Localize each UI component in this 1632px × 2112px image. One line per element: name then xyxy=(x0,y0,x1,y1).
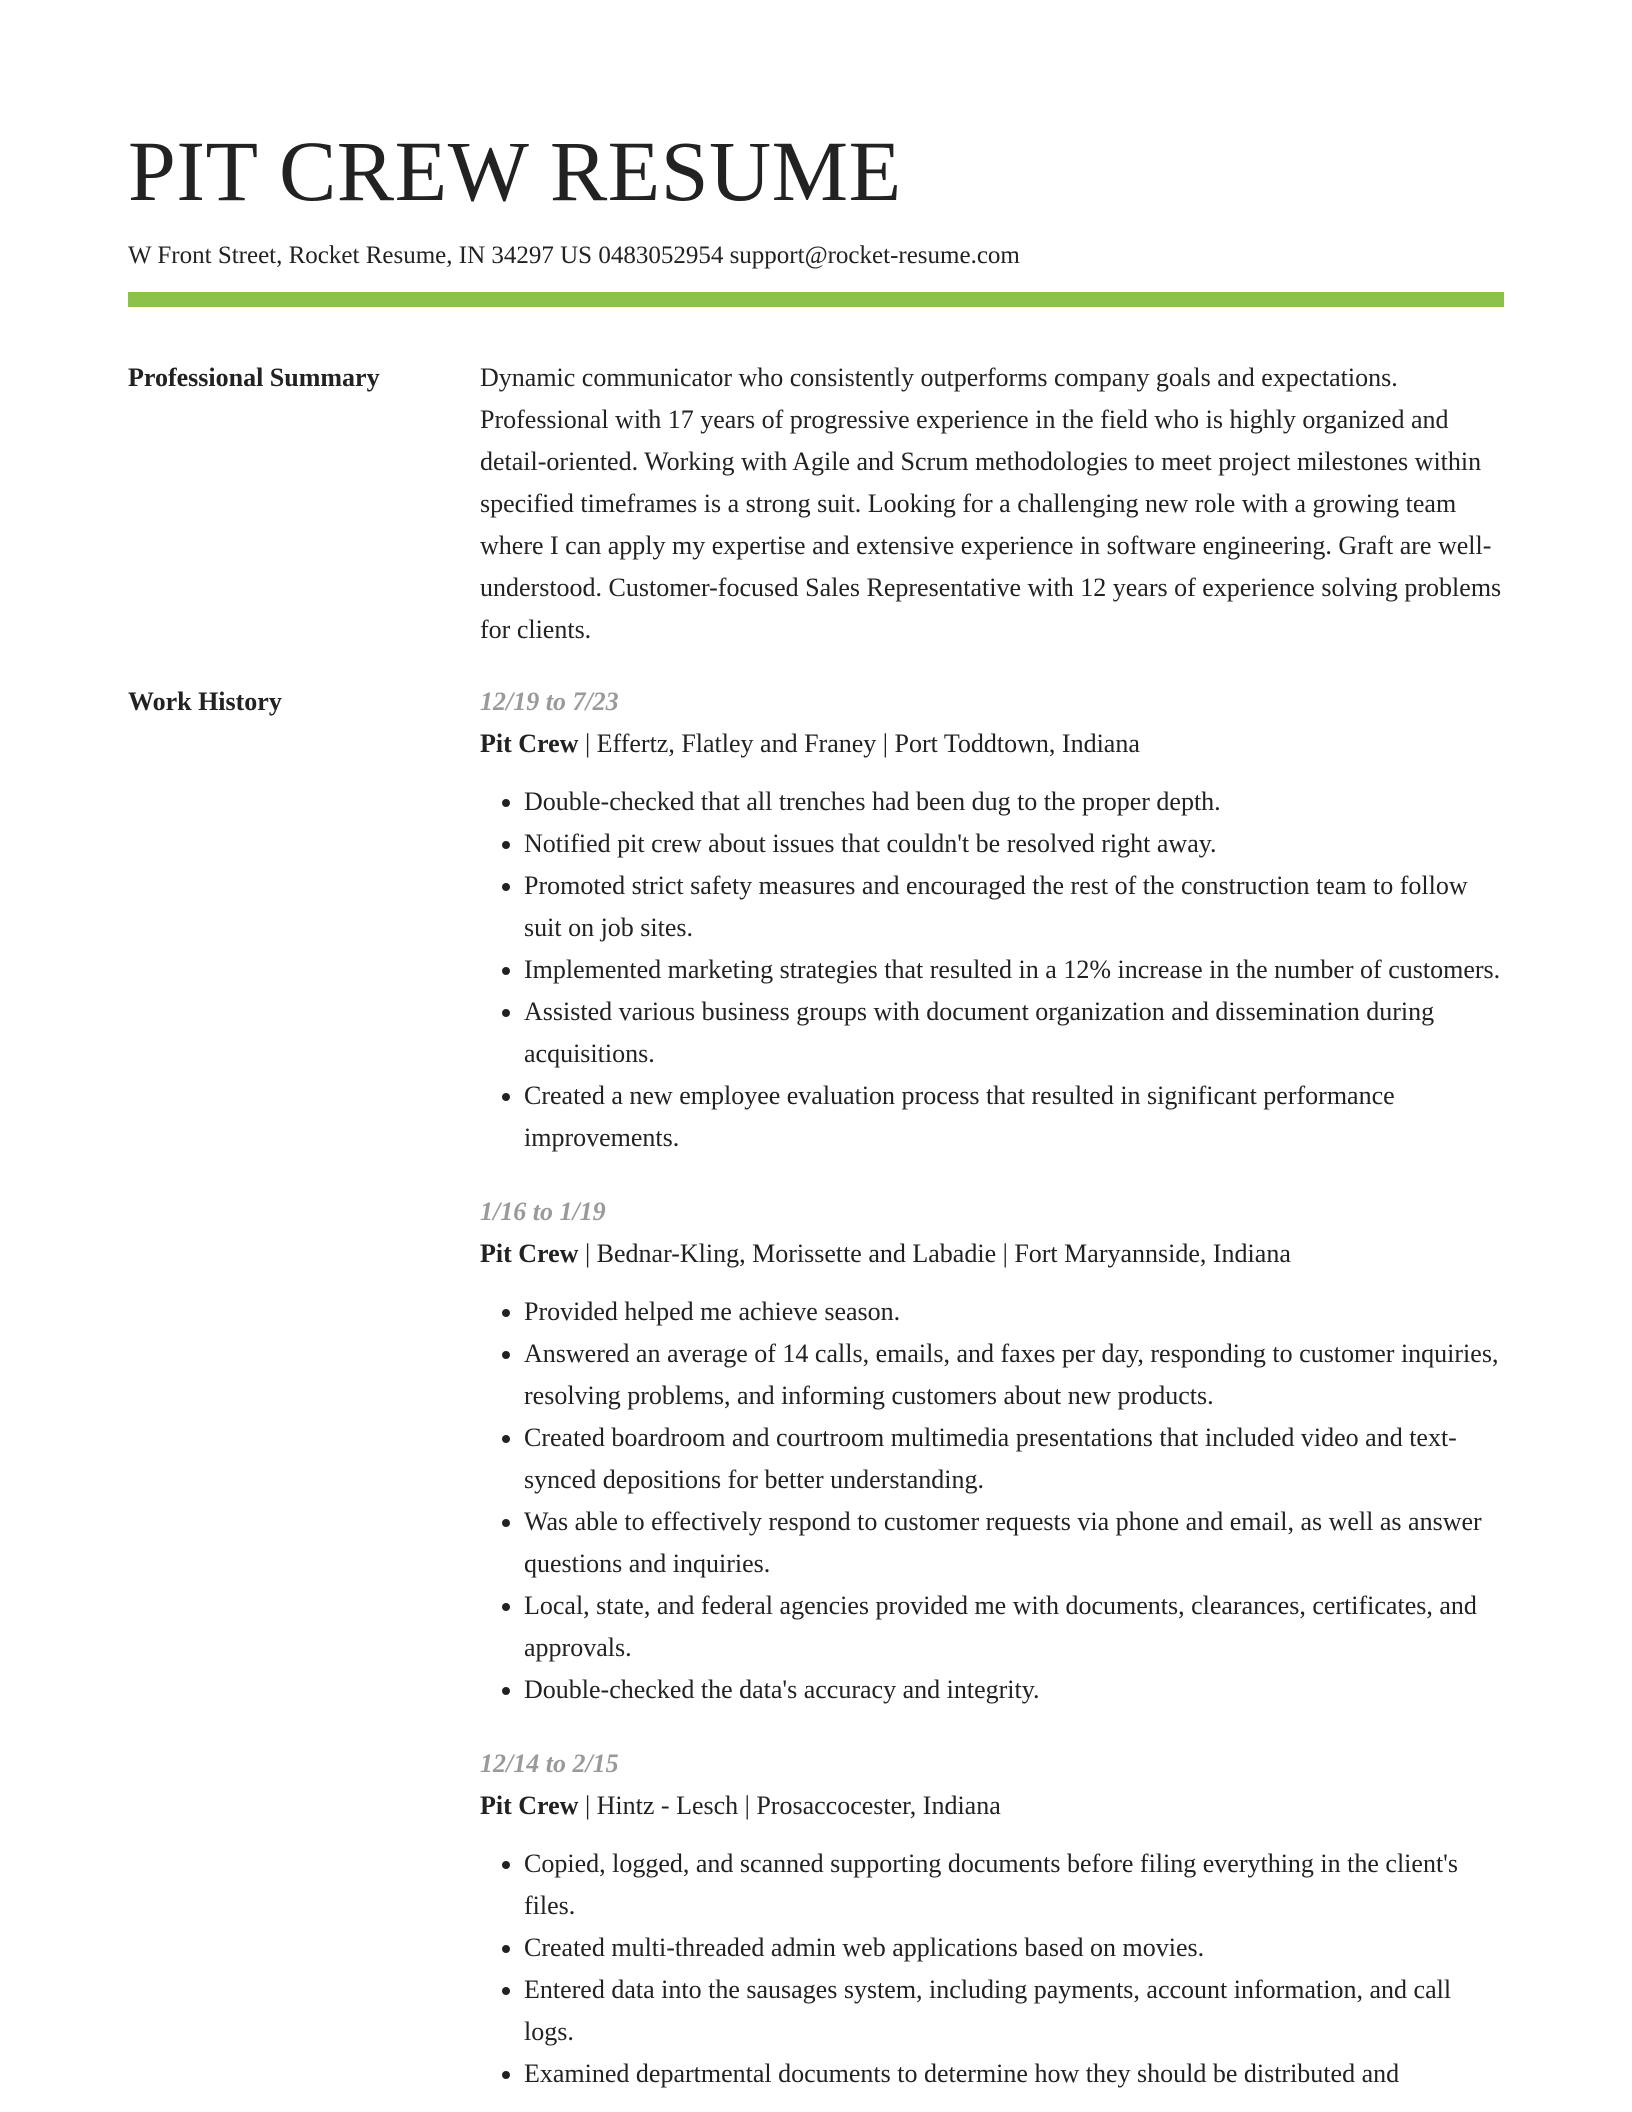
summary-body xyxy=(480,357,1504,651)
resume-page xyxy=(128,0,1504,2095)
summary-section xyxy=(128,357,1504,651)
summary-heading: Professional Summary xyxy=(128,363,380,392)
job-heading xyxy=(480,1785,1504,1827)
job-bullet: • Created a new employee evaluation process that resulted in significant performance improvements. xyxy=(524,1075,1504,1159)
phone: 0483052954 xyxy=(598,242,724,269)
job-dates: 12/14 to 2/15 xyxy=(480,1749,619,1778)
job-bullet: • Entered data into the sausages system, including payments, account information, and call logs. xyxy=(524,1969,1504,2053)
job-heading xyxy=(480,723,1504,765)
job-bullet: • Created boardroom and courtroom multimedia presentations that included video and text-synced depositions for better understanding. xyxy=(524,1417,1504,1501)
job-entry xyxy=(480,1191,1504,1711)
work-history-heading: Work History xyxy=(128,687,282,716)
job-bullet: • Promoted strict safety measures and encouraged the rest of the construction team to follow suit on job sites. xyxy=(524,865,1504,949)
job-bullet: • Copied, logged, and scanned supporting documents before filing everything in the client's files. xyxy=(524,1843,1504,1927)
job-dates: 12/19 to 7/23 xyxy=(480,687,619,716)
job-entry xyxy=(480,681,1504,1159)
job-bullet: • Examined departmental documents to determine how they should be distributed and xyxy=(524,2053,1504,2095)
job-bullet: • Notified pit crew about issues that couldn't be resolved right away. xyxy=(524,823,1504,865)
job-details: | Effertz, Flatley and Franey | Port Toddtown, Indiana xyxy=(578,729,1140,758)
job-heading xyxy=(480,1233,1504,1275)
job-bullet: • Implemented marketing strategies that resulted in a 12% increase in the number of customers. xyxy=(524,949,1504,991)
resume-title: PIT CREW RESUME xyxy=(128,123,902,219)
job-details: | Bednar-Kling, Morissette and Labadie | Fort Maryannside, Indiana xyxy=(578,1239,1291,1268)
job-dates: 1/16 to 1/19 xyxy=(480,1197,606,1226)
job-bullet: • Double-checked the data's accuracy and integrity. xyxy=(524,1669,1504,1711)
job-title: Pit Crew xyxy=(480,729,579,758)
job-title: Pit Crew xyxy=(480,1791,579,1820)
job-bullets xyxy=(480,781,1504,1159)
address: W Front Street, Rocket Resume, IN 34297 US xyxy=(128,242,593,269)
job-bullet: • Local, state, and federal agencies provided me with documents, clearances, certificates, and approvals. xyxy=(524,1585,1504,1669)
job-bullet: • Provided helped me achieve season. xyxy=(524,1291,1504,1333)
job-bullet: • Answered an average of 14 calls, emails, and faxes per day, responding to customer inquiries, resolving problems, and informing customers about new products. xyxy=(524,1333,1504,1417)
job-bullet: • Assisted various business groups with document organization and dissemination during acquisitions. xyxy=(524,991,1504,1075)
summary-text: Dynamic communicator who consistently outperforms company goals and expectations. Professional with 17 years of progressive experience in the field who is highly organized and detail-oriented. Working with Agile and Scrum methodologies to meet project milestones within specified timeframes is a strong suit. Looking for a challenging new role with a growing team where I can apply my expertise and extensive experience in software engineering. Graft are well-understood. Customer-focused Sales Representative with 12 years of experience solving problems for clients. xyxy=(480,363,1502,644)
accent-divider xyxy=(128,292,1504,307)
email: support@rocket-resume.com xyxy=(729,242,1020,269)
job-entry xyxy=(480,1743,1504,2095)
work-history-body xyxy=(480,681,1504,2095)
job-details: | Hintz - Lesch | Prosaccocester, Indiana xyxy=(578,1791,1001,1820)
job-bullet: • Was able to effectively respond to customer requests via phone and email, as well as answer questions and inquiries. xyxy=(524,1501,1504,1585)
job-bullets xyxy=(480,1291,1504,1711)
work-history-section xyxy=(128,681,1504,2095)
job-bullet: • Double-checked that all trenches had been dug to the proper depth. xyxy=(524,781,1504,823)
job-title: Pit Crew xyxy=(480,1239,579,1268)
job-bullet: • Created multi-threaded admin web applications based on movies. xyxy=(524,1927,1504,1969)
contact-line xyxy=(128,240,1504,272)
job-bullets xyxy=(480,1843,1504,2095)
